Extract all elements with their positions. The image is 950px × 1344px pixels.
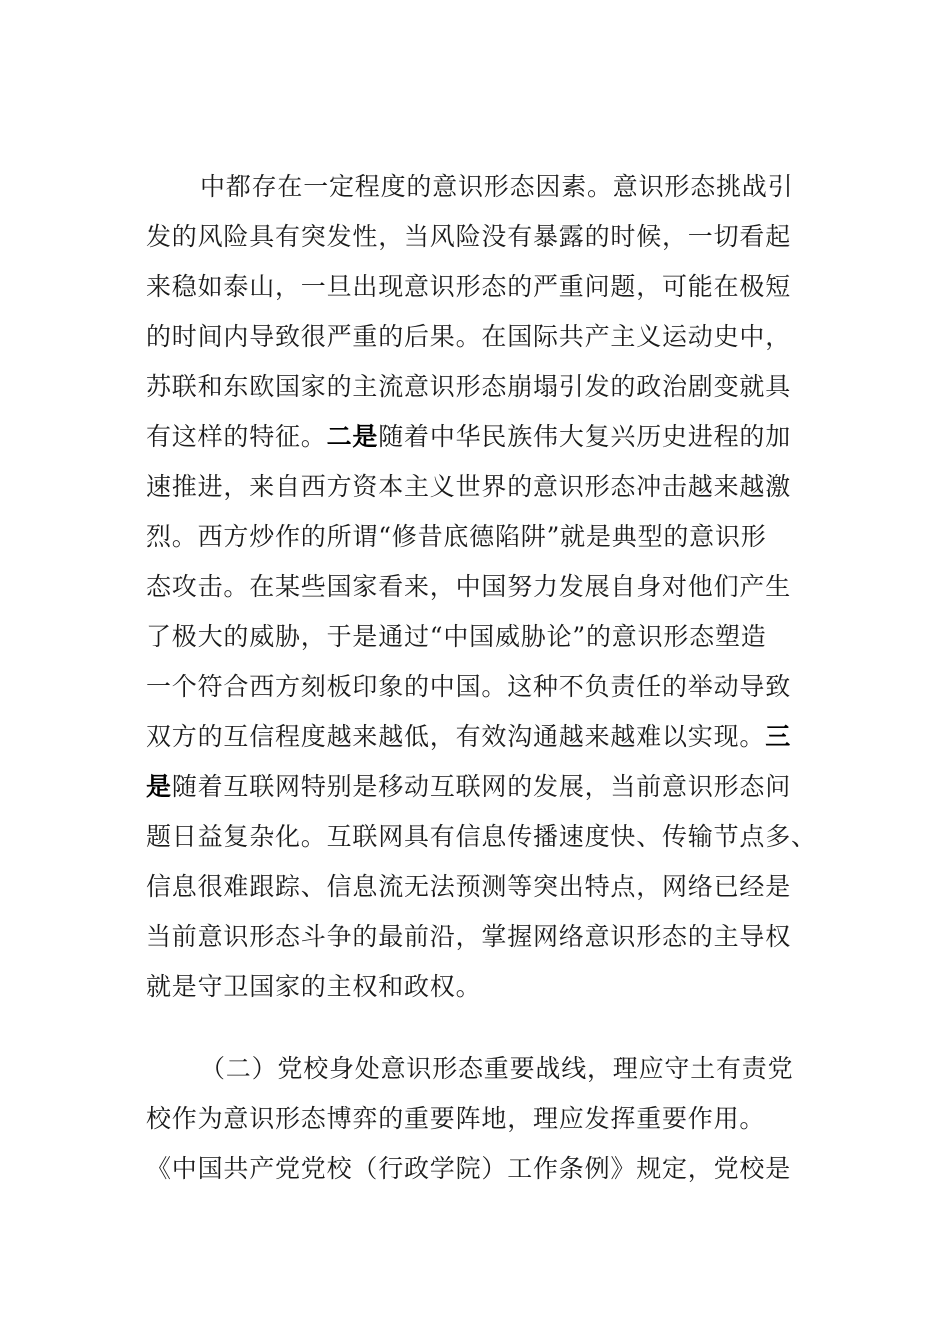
paragraph-1-line-13 — [146, 772, 791, 802]
paragraph-1-line-8: 烈。西方炒作的所谓“修昔底德陷阱”就是典型的意识形 — [146, 522, 767, 551]
paragraph-1-line-2: 发的风险具有突发性，当风险没有暴露的时候，一切看起 — [146, 222, 792, 251]
paragraph-1-line-10: 了极大的威胁，于是通过“中国威胁论”的意识形态塑造 — [146, 622, 767, 651]
paragraph-1-line-3: 来稳如泰山，一旦出现意识形态的严重问题，可能在极短 — [146, 272, 792, 301]
paragraph-1-line-12 — [146, 722, 791, 752]
paragraph-2-line-1: （二）党校身处意识形态重要战线，理应守土有责党 — [200, 1054, 794, 1083]
paragraph-2-line-3: 《中国共产党党校（行政学院）工作条例》规定，党校是 — [146, 1154, 792, 1183]
paragraph-1-line-17: 就是守卫国家的主权和政权。 — [146, 972, 482, 1001]
paragraph-1-line-5: 苏联和东欧国家的主流意识形态崩塌引发的政治剧变就具 — [146, 372, 792, 401]
paragraph-1-line-16: 当前意识形态斗争的最前沿，掌握网络意识形态的主导权 — [146, 922, 792, 951]
paragraph-1-line-4: 的时间内导致很严重的后果。在国际共产主义运动史中， — [146, 322, 792, 351]
paragraph-1-line-15: 信息很难跟踪、信息流无法预测等突出特点，网络已经是 — [146, 872, 792, 901]
text-span: 双方的互信程度越来越低，有效沟通越来越难以实现。 — [146, 722, 766, 751]
bold-marker-three: 三 — [765, 722, 792, 751]
text-span: 随着互联网特别是移动互联网的发展，当前意识形态问 — [171, 772, 792, 801]
paragraph-1-line-1: 中都存在一定程度的意识形态因素。意识形态挑战引 — [200, 172, 794, 201]
paragraph-1-line-14: 题日益复杂化。互联网具有信息传播速度快、传输节点多、 — [146, 822, 817, 851]
text-span: 有这样的特征。 — [146, 422, 327, 451]
paragraph-1-line-6 — [146, 422, 791, 452]
paragraph-1-line-9: 态攻击。在某些国家看来，中国努力发展自身对他们产生 — [146, 572, 792, 601]
bold-marker-three-cont: 是 — [146, 772, 172, 801]
paragraph-1-line-11: 一个符合西方刻板印象的中国。这种不负责任的举动导致 — [146, 672, 792, 701]
bold-marker-two: 二是 — [326, 422, 379, 451]
text-span: 随着中华民族伟大复兴历史进程的加 — [378, 422, 792, 451]
paragraph-1-line-7: 速推进，来自西方资本主义世界的意识形态冲击越来越激 — [146, 472, 792, 501]
paragraph-2-line-2: 校作为意识形态博弈的重要阵地，理应发挥重要作用。 — [146, 1104, 766, 1133]
